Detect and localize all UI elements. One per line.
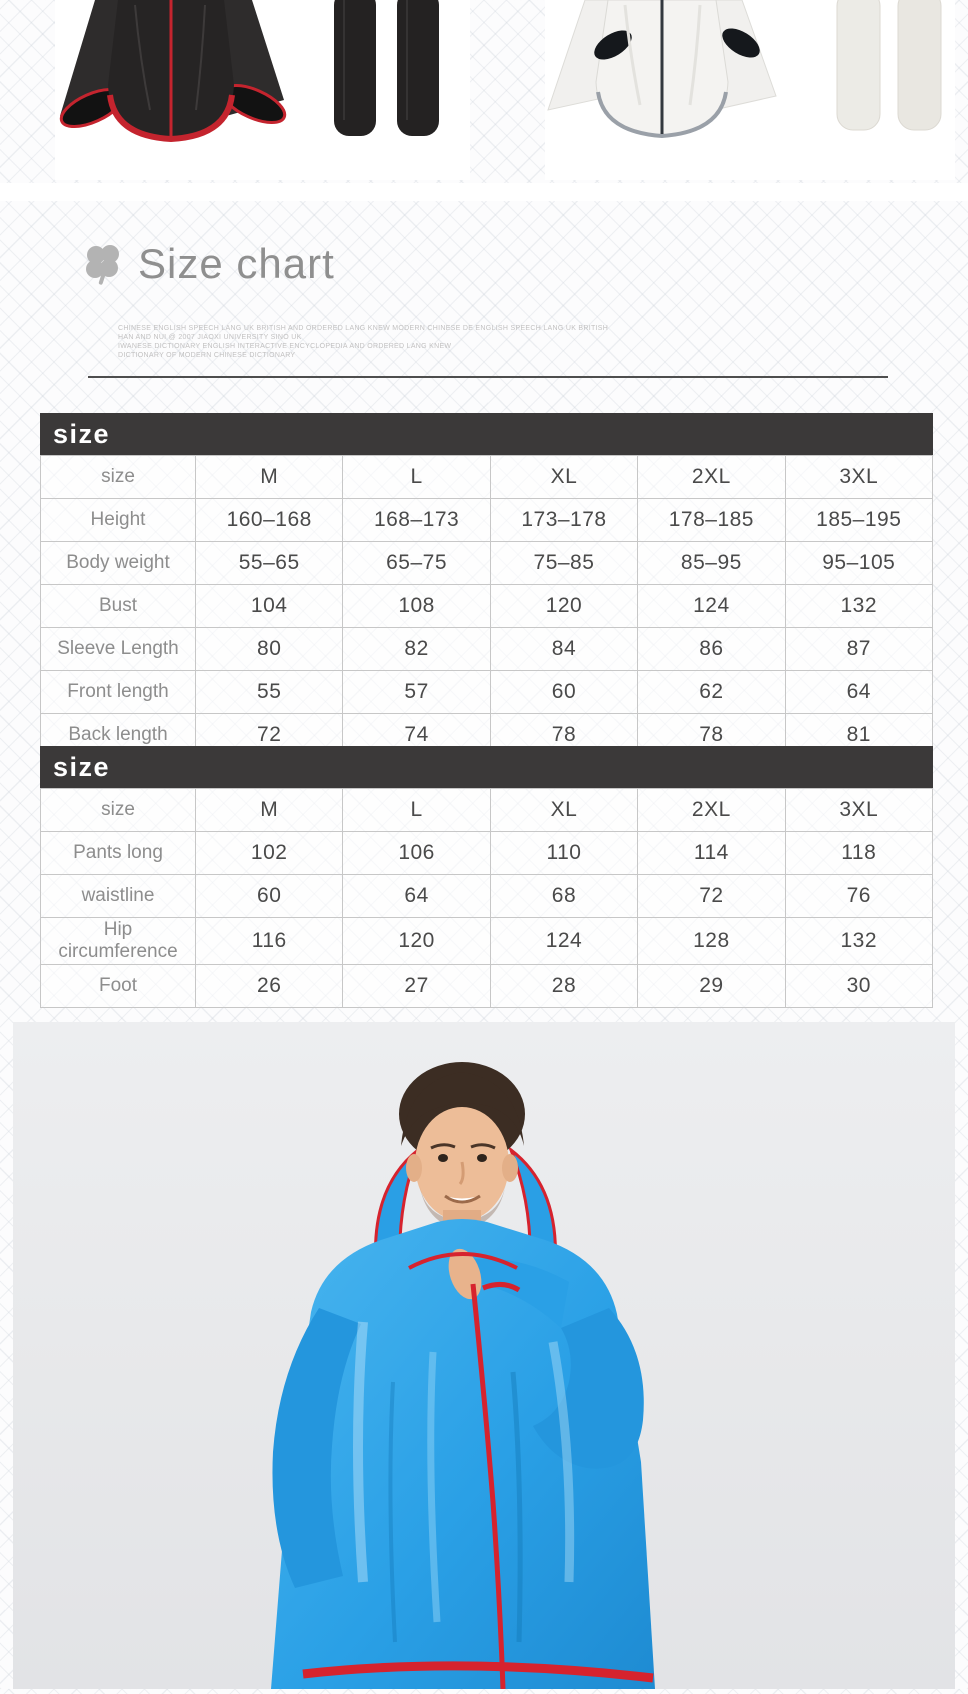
row-label-cell: size: [41, 456, 196, 499]
row-label-cell: Sleeve Length: [41, 628, 196, 671]
fine-print-block: [118, 324, 678, 360]
cell: 95–105: [785, 542, 932, 585]
row-label-cell: Foot: [41, 965, 196, 1008]
table-row-pants-long: [41, 832, 933, 875]
cell: 64: [343, 875, 490, 918]
fine-print-line: HAN AND NUI @ 2007 JIAOXI UNIVERSITY SINO UK: [118, 334, 302, 341]
table-header-bar: [40, 413, 933, 455]
cell: 120: [343, 918, 490, 965]
cell: 102: [196, 832, 343, 875]
cell: 68: [490, 875, 637, 918]
size-col-header: XL: [490, 789, 637, 832]
cell: 173–178: [490, 499, 637, 542]
cell: 57: [343, 671, 490, 714]
cell: 87: [785, 628, 932, 671]
section-divider-band: [0, 183, 968, 201]
size-col-header: M: [196, 456, 343, 499]
cell: 110: [490, 832, 637, 875]
row-label-cell: Hip circumference: [41, 918, 196, 965]
cell: 120: [490, 585, 637, 628]
cell: 85–95: [638, 542, 785, 585]
cell: 160–168: [196, 499, 343, 542]
cell: 128: [638, 918, 785, 965]
table-row-size: [41, 789, 933, 832]
cell: 78: [490, 714, 637, 757]
fine-print-line: IWANESE DICTIONARY ENGLISH INTERACTIVE ENCYCLOPEDIA AND ORDERED LANG KNEW: [118, 343, 452, 350]
size-col-header: 3XL: [785, 456, 932, 499]
cell: 106: [343, 832, 490, 875]
fine-print-line: CHINESE ENGLISH SPEECH LANG UK BRITISH AND ORDERED LANG KNEW MODERN CHINESE DE ENGLISH SPEECH LANG UK BRITISH: [118, 325, 609, 332]
cell: 124: [490, 918, 637, 965]
cell: 26: [196, 965, 343, 1008]
clover-icon: [84, 242, 122, 286]
size-col-header: 2XL: [638, 456, 785, 499]
cell: 62: [638, 671, 785, 714]
table-row-hip-circumference: [41, 918, 933, 965]
cell: 30: [785, 965, 932, 1008]
table-row-sleeve-length: [41, 628, 933, 671]
cell: 28: [490, 965, 637, 1008]
cell: 108: [343, 585, 490, 628]
cell: 124: [638, 585, 785, 628]
cell: 104: [196, 585, 343, 628]
row-label-cell: Front length: [41, 671, 196, 714]
cell: 78: [638, 714, 785, 757]
cell: 86: [638, 628, 785, 671]
cell: 64: [785, 671, 932, 714]
model-photo: [13, 1022, 955, 1689]
size-chart-heading: [84, 240, 335, 288]
size-col-header: 2XL: [638, 789, 785, 832]
cell: 27: [343, 965, 490, 1008]
row-label-cell: Bust: [41, 585, 196, 628]
cell: 55–65: [196, 542, 343, 585]
cell: 72: [196, 714, 343, 757]
cell: 74: [343, 714, 490, 757]
table-row-bust: [41, 585, 933, 628]
cell: 116: [196, 918, 343, 965]
size-col-header: XL: [490, 456, 637, 499]
cell: 132: [785, 585, 932, 628]
cell: 29: [638, 965, 785, 1008]
cell: 60: [196, 875, 343, 918]
cell: 55: [196, 671, 343, 714]
cell: 65–75: [343, 542, 490, 585]
row-label-cell: Body weight: [41, 542, 196, 585]
row-label-cell: waistline: [41, 875, 196, 918]
size-table-jacket: [40, 413, 933, 757]
cell: 82: [343, 628, 490, 671]
cell: 185–195: [785, 499, 932, 542]
row-label-cell: Back length: [41, 714, 196, 757]
cell: 72: [638, 875, 785, 918]
row-label-cell: Pants long: [41, 832, 196, 875]
size-col-header: L: [343, 456, 490, 499]
cell: 132: [785, 918, 932, 965]
black-jacket-photo: [56, 0, 290, 139]
fine-print-line: DICTIONARY OF MODERN CHINESE DICTIONARY: [118, 352, 296, 359]
table-row-foot: [41, 965, 933, 1008]
table-row-height: [41, 499, 933, 542]
cell: 76: [785, 875, 932, 918]
model-illustration: [13, 1022, 955, 1689]
cell: 80: [196, 628, 343, 671]
table-row-body-weight: [41, 542, 933, 585]
cell: 75–85: [490, 542, 637, 585]
table-bar-label: size: [53, 752, 111, 782]
size-col-header: M: [196, 789, 343, 832]
cell: 81: [785, 714, 932, 757]
size-table-pants: [40, 746, 933, 1008]
row-label-cell: Height: [41, 499, 196, 542]
page-title: Size chart: [138, 240, 335, 287]
divider-rule: [88, 376, 888, 378]
cell: 168–173: [343, 499, 490, 542]
table-row-front-length: [41, 671, 933, 714]
cell: 178–185: [638, 499, 785, 542]
table-bar-label: size: [53, 419, 111, 449]
cell: 84: [490, 628, 637, 671]
size-col-header: 3XL: [785, 789, 932, 832]
product-photos-illustration: [0, 0, 968, 185]
table-header-bar: [40, 746, 933, 788]
table-row-waistline: [41, 875, 933, 918]
cell: 118: [785, 832, 932, 875]
table-row-size: [41, 456, 933, 499]
cell: 114: [638, 832, 785, 875]
size-col-header: L: [343, 789, 490, 832]
row-label-cell: size: [41, 789, 196, 832]
cell: 60: [490, 671, 637, 714]
product-images-strip: [0, 0, 968, 185]
